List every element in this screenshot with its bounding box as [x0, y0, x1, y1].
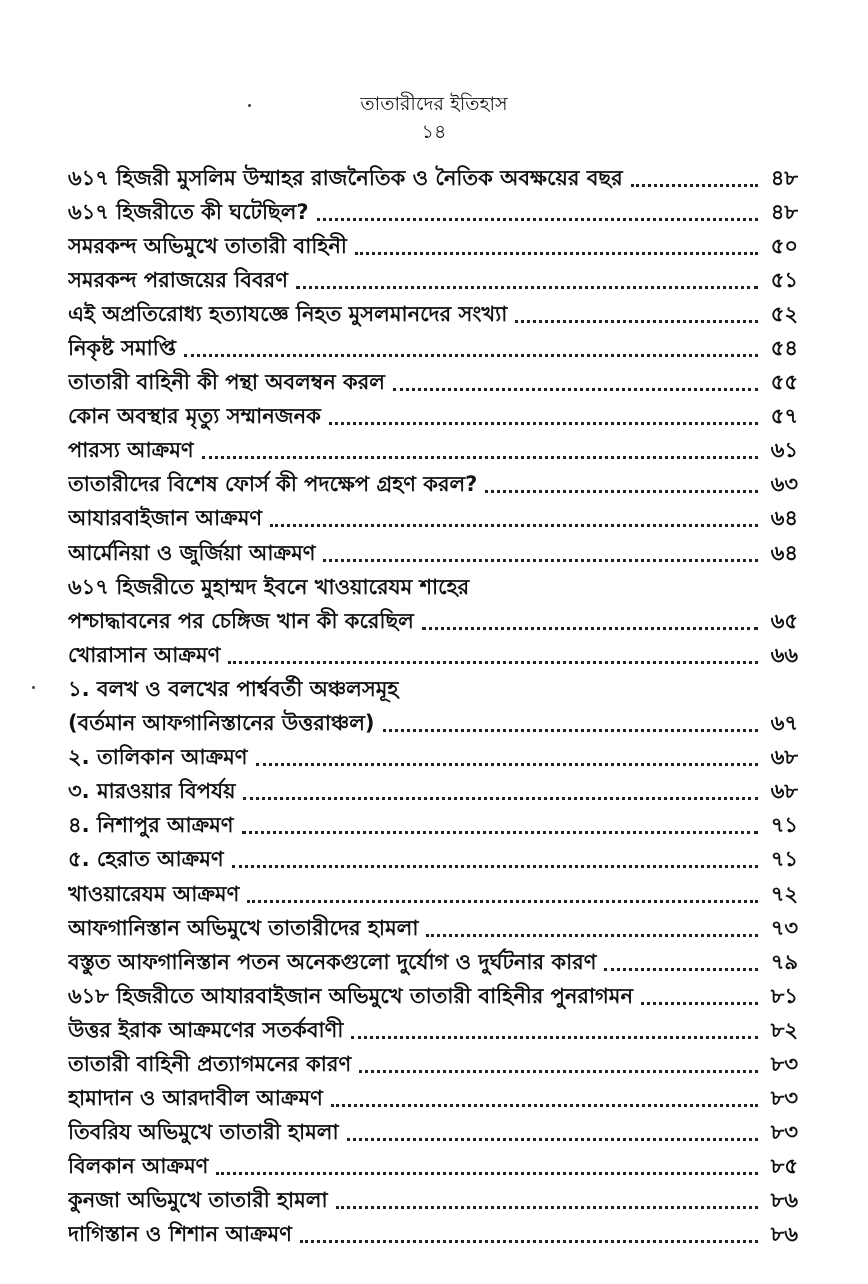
- dot-leader: [604, 968, 758, 971]
- toc-entry-page: ৬৫: [770, 608, 798, 633]
- toc-entry-page: ৫৪: [770, 336, 798, 361]
- toc-entry-page: ৫১: [770, 267, 798, 292]
- toc-entry-page: ৬৬: [770, 642, 798, 667]
- toc-entry-title: ৬১৭ হিজরী মুসলিম উম্মাহর রাজনৈতিক ও নৈতিক অবক্ষয়ের বছর: [68, 165, 623, 190]
- toc-entry-page: ৮৩: [770, 1120, 798, 1145]
- dot-leader: [256, 763, 759, 766]
- dot-leader: [184, 354, 758, 357]
- toc-entry-title: কোন অবস্থার মৃত্যু সম্মানজনক: [68, 404, 321, 429]
- dot-leader: [228, 661, 758, 664]
- toc-entry-page: ৫৭: [770, 404, 798, 429]
- dot-leader: [422, 627, 758, 630]
- dot-leader: [317, 218, 758, 221]
- toc-entry-title: আর্মেনিয়া ও জুর্জিয়া আক্রমণ: [68, 540, 316, 565]
- toc-entry-title: খোরাসান আক্রমণ: [68, 642, 221, 667]
- dot-leader: [296, 286, 758, 289]
- dot-leader: [232, 865, 758, 868]
- dot-leader: [383, 729, 758, 732]
- toc-entry-title: সমরকন্দ অভিমুখে তাতারী বাহিনী: [68, 233, 347, 258]
- toc-entry: [68, 639, 798, 673]
- toc-entry: [68, 1083, 798, 1117]
- toc-entry: [68, 401, 798, 435]
- dot-leader: [351, 1036, 758, 1039]
- toc-entry-page: ৭১: [770, 847, 798, 872]
- toc-entry-page: ৪৮: [770, 165, 798, 190]
- dot-leader: [426, 934, 758, 937]
- toc-entry: [68, 469, 798, 503]
- toc-entry-page: ৬৩: [770, 472, 798, 497]
- running-header: তাতারীদের ইতিহাস: [360, 93, 508, 115]
- toc-entry-page: ৮৩: [770, 1051, 798, 1076]
- toc-entry-title: ৪. নিশাপুর আক্রমণ: [68, 813, 234, 838]
- toc-entry-page: ৮৬: [770, 1188, 798, 1213]
- toc-entry-title: এই অপ্রতিরোধ্য হত্যাযজ্ঞে নিহত মুসলমানদের সংখ্যা: [68, 301, 508, 326]
- toc-entry: [68, 196, 798, 230]
- toc-entry: [68, 708, 798, 742]
- toc-entry-title: উত্তর ইরাক আক্রমণের সতর্কবাণী: [68, 1017, 344, 1042]
- toc-entry: [68, 776, 798, 810]
- toc-entry: [68, 1014, 798, 1048]
- dot-leader: [347, 1138, 758, 1141]
- dot-leader: [393, 388, 758, 391]
- dot-leader: [336, 1206, 758, 1209]
- toc-entry: [68, 1048, 798, 1082]
- toc-entry-page: ৬৪: [770, 540, 798, 565]
- toc-entry-title: খাওয়ারেযম আক্রমণ: [68, 881, 240, 906]
- dot-leader: [300, 1240, 758, 1243]
- toc-entry-title: ৬১৮ হিজরীতে আযারবাইজান অভিমুখে তাতারী বাহিনীর পুনরাগমন: [68, 983, 633, 1008]
- toc-entry-title: তাতারী বাহিনী কী পন্থা অবলম্বন করল: [68, 370, 385, 395]
- toc-entry: [68, 537, 798, 571]
- toc-entry: [68, 298, 798, 332]
- toc-entry: [68, 912, 798, 946]
- scan-speck: [32, 686, 35, 689]
- toc-entry: [68, 810, 798, 844]
- toc-entry-page: ৮৩: [770, 1086, 798, 1111]
- dot-leader: [355, 252, 758, 255]
- dot-leader: [270, 524, 758, 527]
- toc-entry-title: তাতারীদের বিশেষ ফোর্স কী পদক্ষেপ গ্রহণ করল?: [68, 472, 478, 497]
- dot-leader: [641, 1002, 758, 1005]
- table-of-contents: [68, 162, 798, 1253]
- toc-entry-page: ৮৬: [770, 1222, 798, 1247]
- toc-entry: [68, 742, 798, 776]
- toc-entry-title: বিলকান আক্রমণ: [68, 1154, 209, 1179]
- toc-entry-page: ৪৮: [770, 199, 798, 224]
- dot-leader: [359, 1070, 758, 1073]
- toc-entry: [68, 1185, 798, 1219]
- toc-entry-page: ৫০: [770, 233, 798, 258]
- toc-entry-page: ৫২: [770, 301, 798, 326]
- toc-entry-title: (বর্তমান আফগানিস্তানের উত্তরাঞ্চল): [68, 711, 375, 736]
- dot-leader: [323, 559, 758, 562]
- dot-leader: [485, 490, 758, 493]
- toc-entry-page: ৭৩: [770, 915, 798, 940]
- toc-entry-title: ১. বলখ ও বলখের পার্শ্ববর্তী অঞ্চলসমূহ: [68, 676, 399, 701]
- scan-speck: [248, 104, 251, 107]
- toc-entry-page: ৮৫: [770, 1154, 798, 1179]
- toc-entry: [68, 1151, 798, 1185]
- toc-entry-title: পারস্য আক্রমণ: [68, 438, 194, 463]
- toc-entry-title: পশ্চাদ্ধাবনের পর চেঙ্গিজ খান কী করেছিল: [68, 608, 414, 633]
- toc-entry-title: সমরকন্দ পরাজয়ের বিবরণ: [68, 267, 288, 292]
- toc-entry: [68, 1219, 798, 1253]
- toc-entry: [68, 332, 798, 366]
- toc-entry-page: ৫৫: [770, 370, 798, 395]
- toc-entry: [68, 503, 798, 537]
- toc-entry: [68, 571, 798, 605]
- toc-entry-page: ৬৮: [770, 779, 798, 804]
- toc-entry: [68, 946, 798, 980]
- page-number: ১৪: [421, 121, 447, 143]
- toc-entry-title: আফগানিস্তান অভিমুখে তাতারীদের হামলা: [68, 915, 419, 940]
- toc-entry-title: ৬১৭ হিজরীতে কী ঘটেছিল?: [68, 199, 309, 224]
- toc-entry: [68, 435, 798, 469]
- toc-entry-title: তিবরিয অভিমুখে তাতারী হামলা: [68, 1120, 339, 1145]
- toc-entry-title: বস্তুত আফগানিস্তান পতন অনেকগুলো দুর্যোগ ও দুর্ঘটনার কারণ: [68, 949, 597, 974]
- toc-entry-page: ৮২: [770, 1017, 798, 1042]
- toc-entry: [68, 673, 798, 707]
- toc-entry: [68, 844, 798, 878]
- toc-entry-page: ৭৯: [770, 949, 798, 974]
- toc-entry: [68, 605, 798, 639]
- dot-leader: [242, 831, 758, 834]
- dot-leader: [216, 1172, 758, 1175]
- dot-leader: [247, 900, 758, 903]
- toc-entry: [68, 980, 798, 1014]
- toc-entry-title: দাগিস্তান ও শিশান আক্রমণ: [68, 1222, 292, 1247]
- dot-leader: [515, 320, 758, 323]
- toc-entry: [68, 878, 798, 912]
- toc-entry-title: ২. তালিকান আক্রমণ: [68, 745, 248, 770]
- toc-entry-title: নিকৃষ্ট সমাপ্তি: [68, 336, 177, 361]
- toc-entry: [68, 367, 798, 401]
- dot-leader: [631, 184, 758, 187]
- toc-entry-page: ৬৪: [770, 506, 798, 531]
- toc-entry-title: কুনজা অভিমুখে তাতারী হামলা: [68, 1188, 328, 1213]
- toc-entry-title: তাতারী বাহিনী প্রত্যাগমনের কারণ: [68, 1051, 352, 1076]
- dot-leader: [202, 456, 758, 459]
- toc-entry: [68, 1117, 798, 1151]
- toc-entry-page: ৭২: [770, 881, 798, 906]
- toc-entry: [68, 162, 798, 196]
- toc-entry-page: ৮১: [770, 983, 798, 1008]
- toc-entry-page: ৬১: [770, 438, 798, 463]
- toc-entry: [68, 230, 798, 264]
- toc-entry-title: ৬১৭ হিজরীতে মুহাম্মদ ইবনে খাওয়ারেযম শাহের: [68, 574, 470, 599]
- toc-entry-page: ৭১: [770, 813, 798, 838]
- toc-entry-page: ৬৭: [770, 711, 798, 736]
- toc-entry-page: ৬৮: [770, 745, 798, 770]
- toc-entry-title: ৩. মারওয়ার বিপর্যয়: [68, 779, 236, 804]
- toc-entry: [68, 264, 798, 298]
- dot-leader: [243, 797, 758, 800]
- toc-entry-title: আযারবাইজান আক্রমণ: [68, 506, 263, 531]
- toc-entry-title: ৫. হেরাত আক্রমণ: [68, 847, 224, 872]
- dot-leader: [329, 422, 758, 425]
- toc-entry-title: হামাদান ও আরদাবীল আক্রমণ: [68, 1086, 323, 1111]
- dot-leader: [331, 1104, 758, 1107]
